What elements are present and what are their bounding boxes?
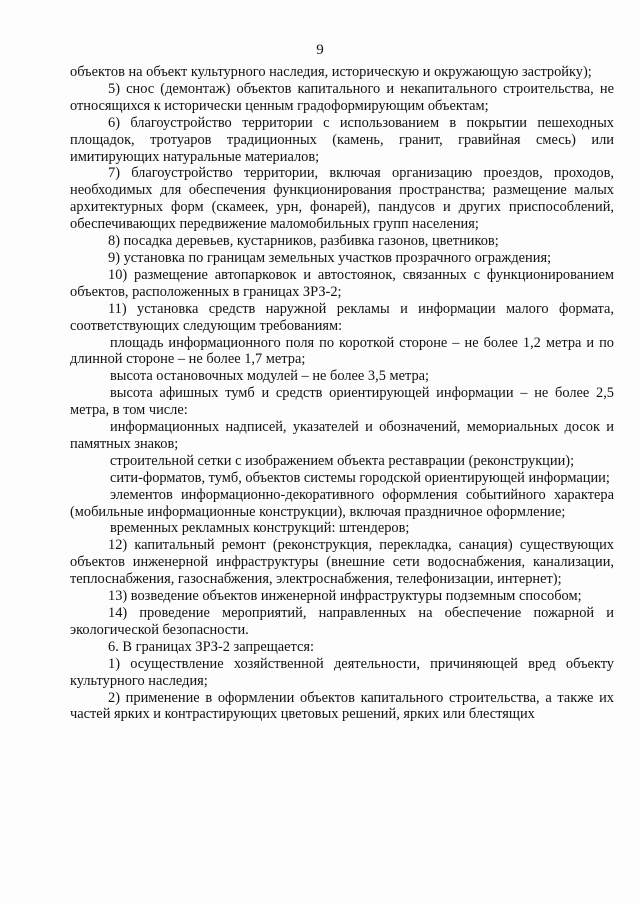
paragraph-subitem-mesh: строительной сетки с изображением объекта реставрации (реконструкции); [110,452,575,469]
paragraph-item-7: 7) благоустройство территории, включая организацию проездов, проходов, необходимых для обеспечения функционирования пространства; размещение малых архитектурных форм (скамеек, урн, фонарей), пандусов и других приспособлений, обеспечивающих передвижение маломобильных групп населения; [70,165,614,233]
paragraph-prohibited-1: 1) осуществление хозяйственной деятельности, причиняющей вред объекту культурного наследия; [70,655,614,689]
paragraph-item-10: 10) размещение автопарковок и автостоянок, связанных с функционированием объектов, расположенных в границах ЗРЗ-2; [70,266,614,300]
paragraph-continuation: объектов на объект культурного наследия, историческую и окружающую застройку); [70,64,592,80]
paragraph-item-5: 5) снос (демонтаж) объектов капитального и некапитального строительства, не относящихся к исторически ценным градоформирующим объектам; [70,80,614,114]
paragraph-prohibited-2: 2) применение в оформлении объектов капитального строительства, а также их частей ярких и контрастирующих цветовых решений, ярких или блестящих [70,689,614,723]
page-number: 9 [316,42,324,58]
paragraph-requirement-columns: высота афишных тумб и средств ориентирующей информации – не более 2,5 метра, в том числе: [70,385,614,419]
paragraph-subitem-decor: элементов информационно-декоративного оформления событийного характера (мобильные информационные конструкции), включая праздничное оформление; [70,486,614,520]
paragraph-item-14: 14) проведение мероприятий, направленных на обеспечение пожарной и экологической безопасности. [70,605,614,638]
paragraph-requirement-stops: высота остановочных модулей – не более 3,5 метра; [110,368,430,385]
paragraph-item-13: 13) возведение объектов инженерной инфраструктуры подземным способом; [108,588,582,605]
paragraph-subitem-city-formats: сити-форматов, тумб, объектов системы городской ориентирующей информации; [110,469,610,486]
paragraph-item-8: 8) посадка деревьев, кустарников, разбивка газонов, цветников; [108,233,499,250]
document-body [70,64,614,723]
paragraph-subitem-signs: информационных надписей, указателей и обозначений, мемориальных досок и памятных знаков; [70,419,614,452]
section-heading-6: 6. В границах ЗРЗ-2 запрещается: [108,638,315,655]
paragraph-item-9: 9) установка по границам земельных участков прозрачного ограждения; [108,249,552,266]
paragraph-item-11: 11) установка средств наружной рекламы и информации малого формата, соответствующих следующим требованиям: [70,300,614,334]
paragraph-requirement-area: площадь информационного поля по короткой стороне – не более 1,2 метра и по длинной стороне – не более 1,7 метра; [70,334,614,368]
paragraph-item-6: 6) благоустройство территории с использованием в покрытии пешеходных площадок, тротуаров традиционных (камень, гранит, гравийная смесь) или имитирующих натуральные материалов; [70,114,614,165]
paragraph-item-12: 12) капитальный ремонт (реконструкция, перекладка, санация) существующих объектов инженерной инфраструктуры (внешние сети водоснабжения, канализации, теплоснабжения, газоснабжения, электроснабжения, телефонизации, интернет); [70,537,614,588]
paragraph-subitem-temporary: временных рекламных конструкций: штендеров; [110,520,410,537]
